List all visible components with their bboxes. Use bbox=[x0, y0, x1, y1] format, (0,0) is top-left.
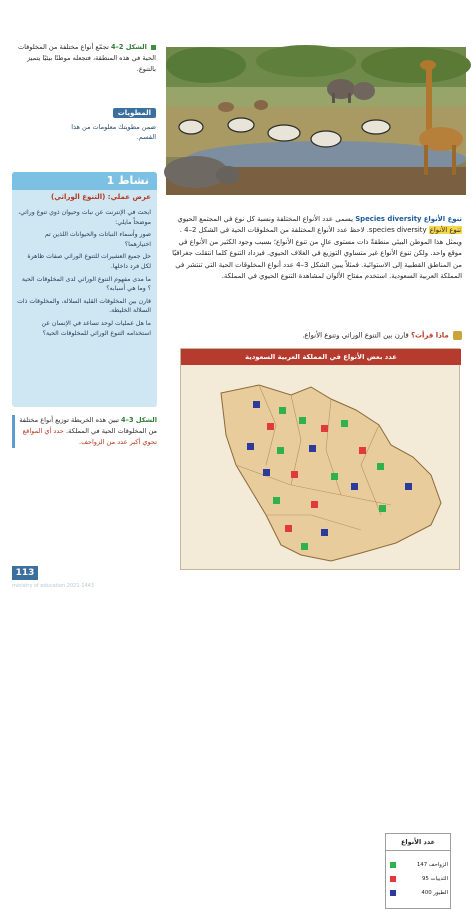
term-arabic: تنوع الأنواع bbox=[423, 215, 462, 223]
activity-paragraph: قارن بين المخلوقات القلية السلالة، والمخلوقات ذات السلالة الخليطة. bbox=[17, 297, 151, 315]
legend-label: الطيور 400 bbox=[421, 890, 448, 896]
foldables-tag: المطويات bbox=[113, 108, 156, 118]
footer-watermark: ministry of education 2021-1443 bbox=[12, 583, 95, 589]
paragraph-rest: . لاحظ عدد الأنواع المختلفة من المخلوقات الحية في الشكل 2–4 . ويمثل هذا الموطن البيئي منطقةً ذات مستوى عالٍ من تنوع الأنواع؛ بسبب وجود الكثير من الأنواع في موقع واحد. ولكن تنوع الأنواع غير متساوي التوزيع في الغلاف الحيوي. فيزداد التنوع كلما انتقلت جغرافيًا من المناطق القطبية إلى الاستوائية. فمثلاً يبين الشكل 3–4 عدد أنواع المخلوقات الحية التي تنتشر في المملكة العربية السعودية. استخدم مفتاح الألوان لمشاهدة التنوع الحيوي في المملكة. bbox=[172, 226, 462, 281]
caption-text: تجمّع أنواع مختلفة من المخلوقات الحية في هذه المنطقة، فتجعله موطنًا بيئيًا يتميز بالتنوع. bbox=[17, 43, 156, 73]
activity-paragraph: ابحث في الإنترنت عن نبات وحيوان ذوي تنوع وراثي، موضحاً مايلي: bbox=[18, 209, 151, 226]
mammal-marker bbox=[321, 425, 328, 432]
bird-marker bbox=[321, 529, 328, 536]
legend-title: عدد الأنواع bbox=[386, 838, 450, 851]
legend-swatch bbox=[390, 876, 396, 882]
highlight-english: species diversity bbox=[368, 226, 427, 235]
mammal-marker bbox=[311, 501, 318, 508]
mammal-marker bbox=[267, 423, 274, 430]
activity-paragraph: ما هل عمليات لوحد تساعد في الإنسان عن استخدامه التنوع الوراثي للمخلوقات الحية؟ bbox=[41, 319, 151, 337]
activity-body bbox=[17, 208, 151, 341]
bird-marker bbox=[405, 483, 412, 490]
figure-caption-2-4 bbox=[6, 42, 156, 75]
saudi-map bbox=[181, 365, 461, 571]
reading-check bbox=[172, 331, 462, 340]
activity-subtitle: عرض عملي: (التنوع الوراثي) bbox=[51, 193, 151, 201]
caption-bullet-icon bbox=[151, 45, 156, 50]
legend-item-birds bbox=[390, 888, 448, 898]
term-english: Species diversity bbox=[355, 215, 422, 223]
legend-label: الثدييات 95 bbox=[421, 876, 448, 882]
reptile-marker bbox=[379, 505, 386, 512]
legend-item-mammals bbox=[390, 874, 448, 884]
savanna-photo bbox=[166, 47, 466, 195]
mammal-marker bbox=[285, 525, 292, 532]
caption-label: الشكل 2–4 bbox=[110, 43, 147, 51]
savanna-image bbox=[166, 47, 466, 195]
reptile-marker bbox=[331, 473, 338, 480]
page-number: 113 bbox=[12, 566, 38, 580]
legend-item-reptiles bbox=[390, 860, 448, 870]
figure-caption-3-4 bbox=[12, 415, 157, 448]
bird-marker bbox=[247, 443, 254, 450]
reading-check-text: قارن بين التنوع الوراثي وتنوع الأنواع. bbox=[302, 331, 409, 340]
activity-box bbox=[12, 172, 157, 407]
paragraph-intro: يسمى عدد الأنواع المختلفة ونسبة كل نوع في المجتمع الحيوي bbox=[177, 215, 353, 223]
caption-label: الشكل 3–4 bbox=[121, 416, 157, 424]
foldables-text: ضمن مطويتك معلومات من هذا القسم. bbox=[71, 123, 156, 141]
caption-question: حدد أي المواقع تحوي أكبر عدد من الزواحف. bbox=[22, 427, 157, 446]
activity-paragraph: صور وأسماء النباتات والحيوانات اللذين تم اختيارهما؟ bbox=[44, 231, 151, 248]
activity-paragraph: ما مدى مفهوم التنوع الوراثي لدى المخلوقات الحية ؟ وما هي أسبابه؟ bbox=[21, 275, 151, 293]
reptile-marker bbox=[377, 463, 384, 470]
sidebar bbox=[6, 0, 158, 611]
bird-marker bbox=[309, 445, 316, 452]
legend-swatch bbox=[390, 890, 396, 896]
legend-label: الزواحف 147 bbox=[416, 862, 448, 868]
bird-marker bbox=[263, 469, 270, 476]
main-paragraph bbox=[172, 214, 462, 282]
highlight-arabic: تنوع الأنواع bbox=[429, 226, 461, 235]
reptile-marker bbox=[279, 407, 286, 414]
species-map bbox=[180, 348, 460, 896]
activity-header bbox=[12, 172, 157, 190]
mammal-marker bbox=[359, 447, 366, 454]
bird-marker bbox=[253, 401, 260, 408]
reptile-marker bbox=[341, 420, 348, 427]
caption-text: تبين هذه الخريطة توزيع أنواع مختلفة من المخلوقات الحية في المملكة. bbox=[19, 416, 157, 435]
bird-marker bbox=[351, 483, 358, 490]
reptile-marker bbox=[299, 417, 306, 424]
mammal-marker bbox=[291, 471, 298, 478]
map-legend bbox=[385, 833, 451, 909]
reptile-marker bbox=[273, 497, 280, 504]
legend-swatch bbox=[390, 862, 396, 868]
map-title: عدد بعض الأنواع في المملكة العربية السعودية bbox=[181, 349, 461, 365]
reptile-marker bbox=[277, 447, 284, 454]
reptile-marker bbox=[301, 543, 308, 550]
activity-paragraph: حل جميع العشيرات للتنوع الوراثي صفات ظاهرة لكل فرد داخلها. bbox=[27, 253, 151, 270]
reading-check-label: ماذا قرأت؟ bbox=[410, 331, 449, 340]
reading-check-icon bbox=[453, 331, 462, 340]
activity-title: نشاط 1 bbox=[106, 174, 149, 187]
